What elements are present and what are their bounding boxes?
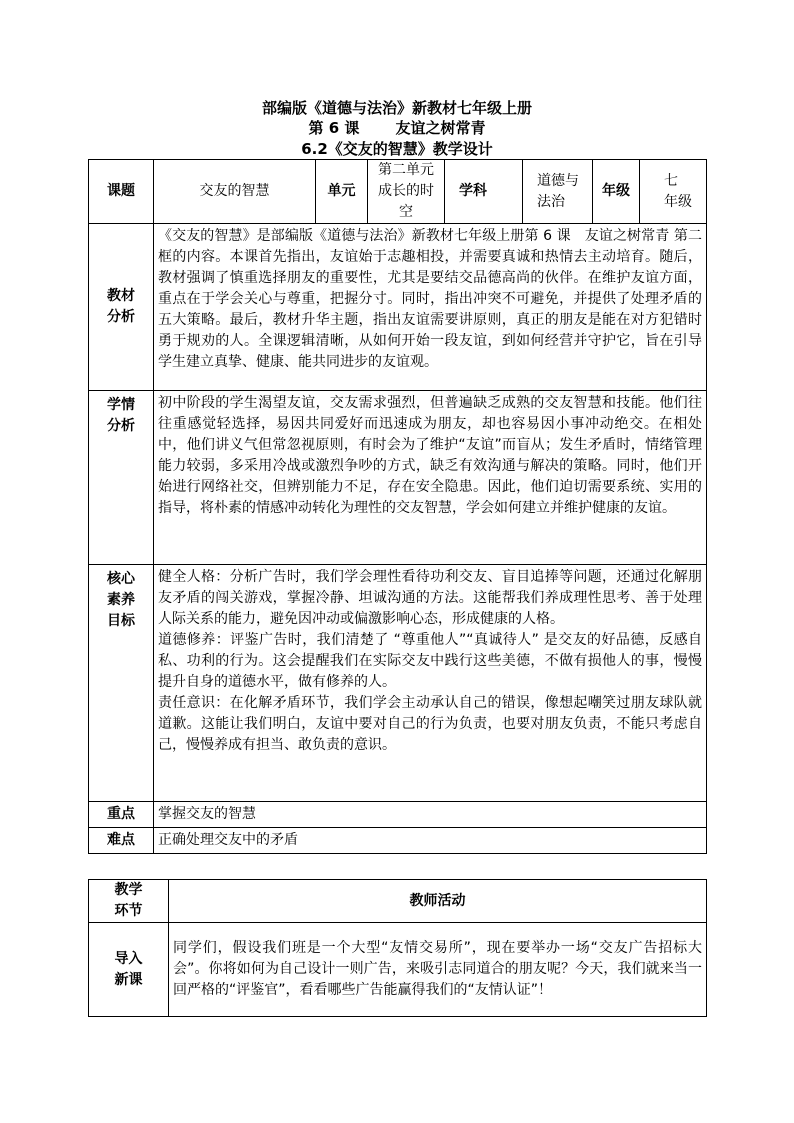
material-text: 《交友的智慧》是部编版《道德与法治》新教材七年级上册第 6 课 友谊之树常青 第二框的内容。本课首先指出，友谊始于志趣相投，并需要真诚和热情去主动培育。随后，教材强调了慎重选择朋友的重要性，尤其是要结交品德高尚的伙伴。在维护友谊方面，重点在于学会关心与尊重，把握分寸。同时，指出冲突不可避免，并提供了处理矛盾的五大策略。最后，教材升华主题，指出友谊需要讲原则，真正的朋友是能在对方犯错时勇于规劝的人。全课逻辑清晰，从如何开始一段友谊，到如何经营并守护它，旨在引导学生建立真挚、健康、能共同进步的友谊观。 [154,224,707,391]
key-point-row [89,802,707,828]
topic-label: 课题 [89,160,154,224]
key-text: 掌握交友的智慧 [154,802,707,828]
goal-responsibility: 责任意识：在化解矛盾环节，我们学会主动承认自己的错误，像想起嘲笑过朋友球队就道歉。这能让我们明白，友谊中要对自己的行为负责，也要对朋友负责，不能只考虑自己，慢慢养成有担当、敢负责的意识。 [158,695,702,753]
students-text: 初中阶段的学生渴望友谊，交友需求强烈，但普遍缺乏成熟的交友智慧和技能。他们往往重感觉轻选择，易因共同爱好而迅速成为朋友，却也容易因小事冲动绝交。在相处中，他们讲义气但常忽视原则，有时会为了维护“友谊”而盲从；发生矛盾时，情绪管理能力较弱，多采用冷战或激烈争吵的方式，缺乏有效沟通与解决的策略。同时，他们开始进行网络社交，但辨别能力不足，存在安全隐患。因此，他们迫切需要系统、实用的指导，将朴素的情感冲动转化为理性的交友智慧，学会如何建立并维护健康的友谊。 [154,391,707,565]
activity-header-row [89,880,707,923]
activity-text: 同学们，假设我们班是一个大型“友情交易所”，现在要举办一场“交友广告招标大会”。你将如何为自己设计一则广告，来吸引志同道合的朋友呢？今天，我们就来当一回严格的“评鉴官”，看看哪些广告能赢得我们的“友情认证”！ [169,923,707,1017]
stage-header: 教学环节 [89,880,169,923]
info-row [89,160,707,224]
subject-value: 道德与法治 [523,160,593,224]
core-goals-row [89,565,707,802]
topic-value: 交友的智慧 [154,160,316,224]
doc-title-line1: 部编版《道德与法治》新教材七年级上册 [261,99,532,117]
grade-label: 年级 [593,160,640,224]
student-analysis-row [89,391,707,565]
goals-label: 核心素养目标 [89,565,154,802]
teaching-activity-table [88,879,707,1017]
lesson-info-table [88,159,707,854]
goal-morality: 道德修养：评鉴广告时，我们清楚了 “尊重他人”“真诚待人” 是交友的好品德，反感自私、功利的行为。这会提醒我们在实际交友中践行这些美德，不做有损他人的事，慢慢提升自身的道德水平，做有修养的人。 [158,632,702,690]
lesson-title: 友谊之树常青 [395,119,486,137]
teacher-activity-header: 教师活动 [169,880,707,923]
difficult-label: 难点 [89,828,154,854]
students-label: 学情分析 [89,391,154,565]
goals-text [154,565,707,802]
doc-title-line3: 6.2《交友的智慧》教学设计 [301,140,493,158]
subject-label: 学科 [445,160,523,224]
key-label: 重点 [89,802,154,828]
material-label: 教材分析 [89,224,154,391]
goal-personality: 健全人格：分析广告时，我们学会理性看待功利交友、盲目追捧等问题，还通过化解朋友矛盾的闯关游戏，掌握冷静、坦诚沟通的方法。这能帮我们养成理性思考、善于处理人际关系的能力，避免因冲动或偏激影响心态，形成健康的人格。 [158,569,702,627]
stage-label: 导入新课 [89,923,169,1017]
activity-row [89,923,707,1017]
material-analysis-row [89,224,707,391]
unit-label: 单元 [316,160,368,224]
difficult-point-row [89,828,707,854]
doc-title-line2 [0,117,794,138]
unit-value: 第二单元 成长的时空 [368,160,445,224]
lesson-number: 第 6 课 [308,119,360,137]
difficult-text: 正确处理交友中的矛盾 [154,828,707,854]
grade-value: 七 年级 [640,160,707,224]
